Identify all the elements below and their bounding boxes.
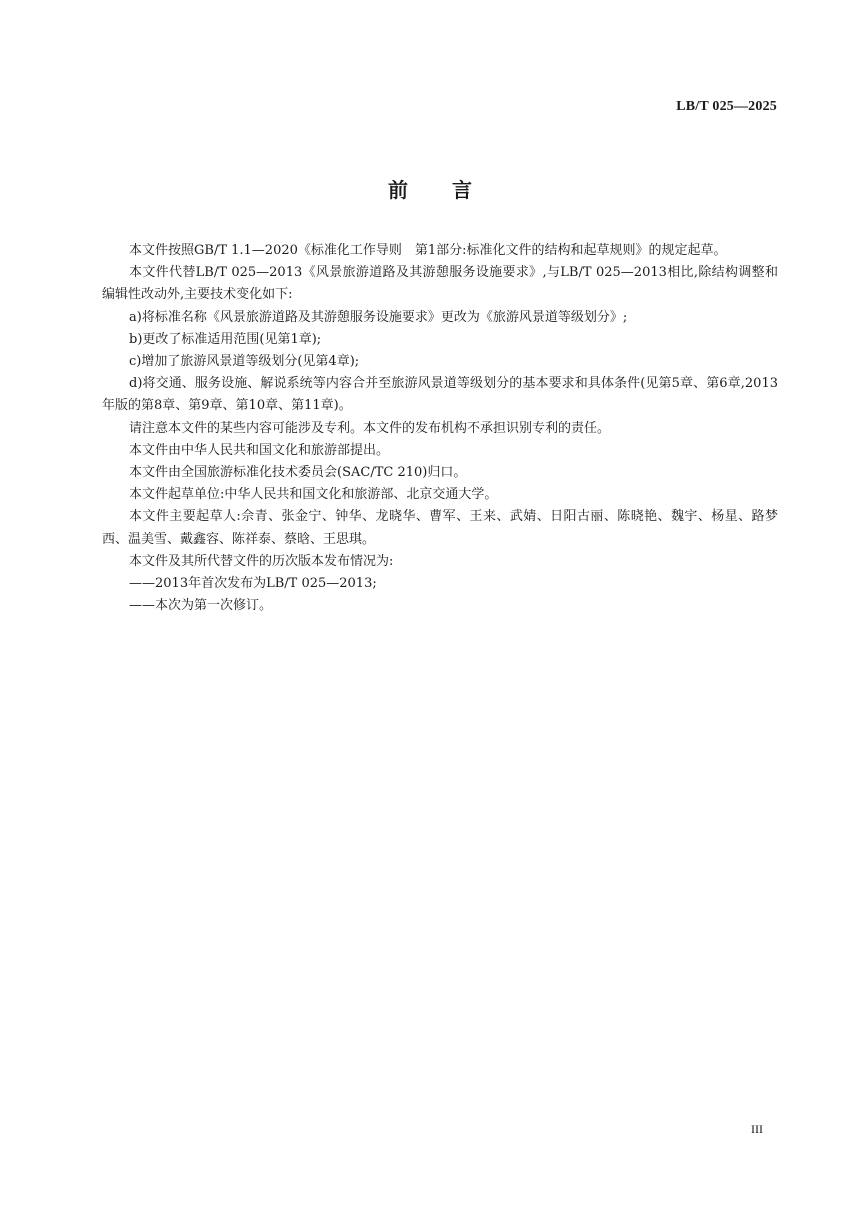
list-item-history-2013: ——2013年首次发布为LB/T 025—2013; <box>129 576 377 592</box>
preface-body <box>102 240 778 617</box>
paragraph-drafters: 本文件主要起草人:佘青、张金宁、钟华、龙晓华、曹军、王来、武婧、日阳古丽、陈晓艳、魏宇、杨星、路梦西、温美雪、戴鑫容、陈祥泰、蔡晗、王思琪。 <box>102 509 778 547</box>
list-item-change-a: a)将标准名称《风景旅游道路及其游憩服务设施要求》更改为《旅游风景道等级划分》; <box>129 309 628 325</box>
paragraph-proposer: 本文件由中华人民共和国文化和旅游部提出。 <box>129 442 390 458</box>
paragraph-drafting-units: 本文件起草单位:中华人民共和国文化和旅游部、北京交通大学。 <box>129 487 498 503</box>
list-item-history-revision: ——本次为第一次修订。 <box>129 598 273 614</box>
list-item-change-b: b)更改了标准适用范围(见第1章); <box>129 331 322 347</box>
document-code: LB/T 025—2025 <box>676 99 777 114</box>
paragraph-version-history: 本文件及其所代替文件的历次版本发布情况为: <box>129 553 394 569</box>
page-number: III <box>751 1122 763 1136</box>
paragraph-replacement: 本文件代替LB/T 025—2013《风景旅游道路及其游憩服务设施要求》,与LB/T 025—2013相比,除结构调整和编辑性改动外,主要技术变化如下: <box>102 265 778 303</box>
page-title: 前言 <box>388 178 516 202</box>
list-item-change-d: d)将交通、服务设施、解说系统等内容合并至旅游风景道等级划分的基本要求和具体条件(见第5章、第6章,2013年版的第8章、第9章、第10章、第11章)。 <box>102 376 778 414</box>
paragraph-drafting-basis: 本文件按照GB/T 1.1—2020《标准化工作导则 第1部分:标准化文件的结构和起草规则》的规定起草。 <box>129 243 727 258</box>
paragraph-administrator: 本文件由全国旅游标准化技术委员会(SAC/TC 210)归口。 <box>129 465 467 481</box>
list-item-change-c: c)增加了旅游风景道等级划分(见第4章); <box>129 354 360 370</box>
paragraph-patent-notice: 请注意本文件的某些内容可能涉及专利。本文件的发布机构不承担识别专利的责任。 <box>129 420 611 436</box>
